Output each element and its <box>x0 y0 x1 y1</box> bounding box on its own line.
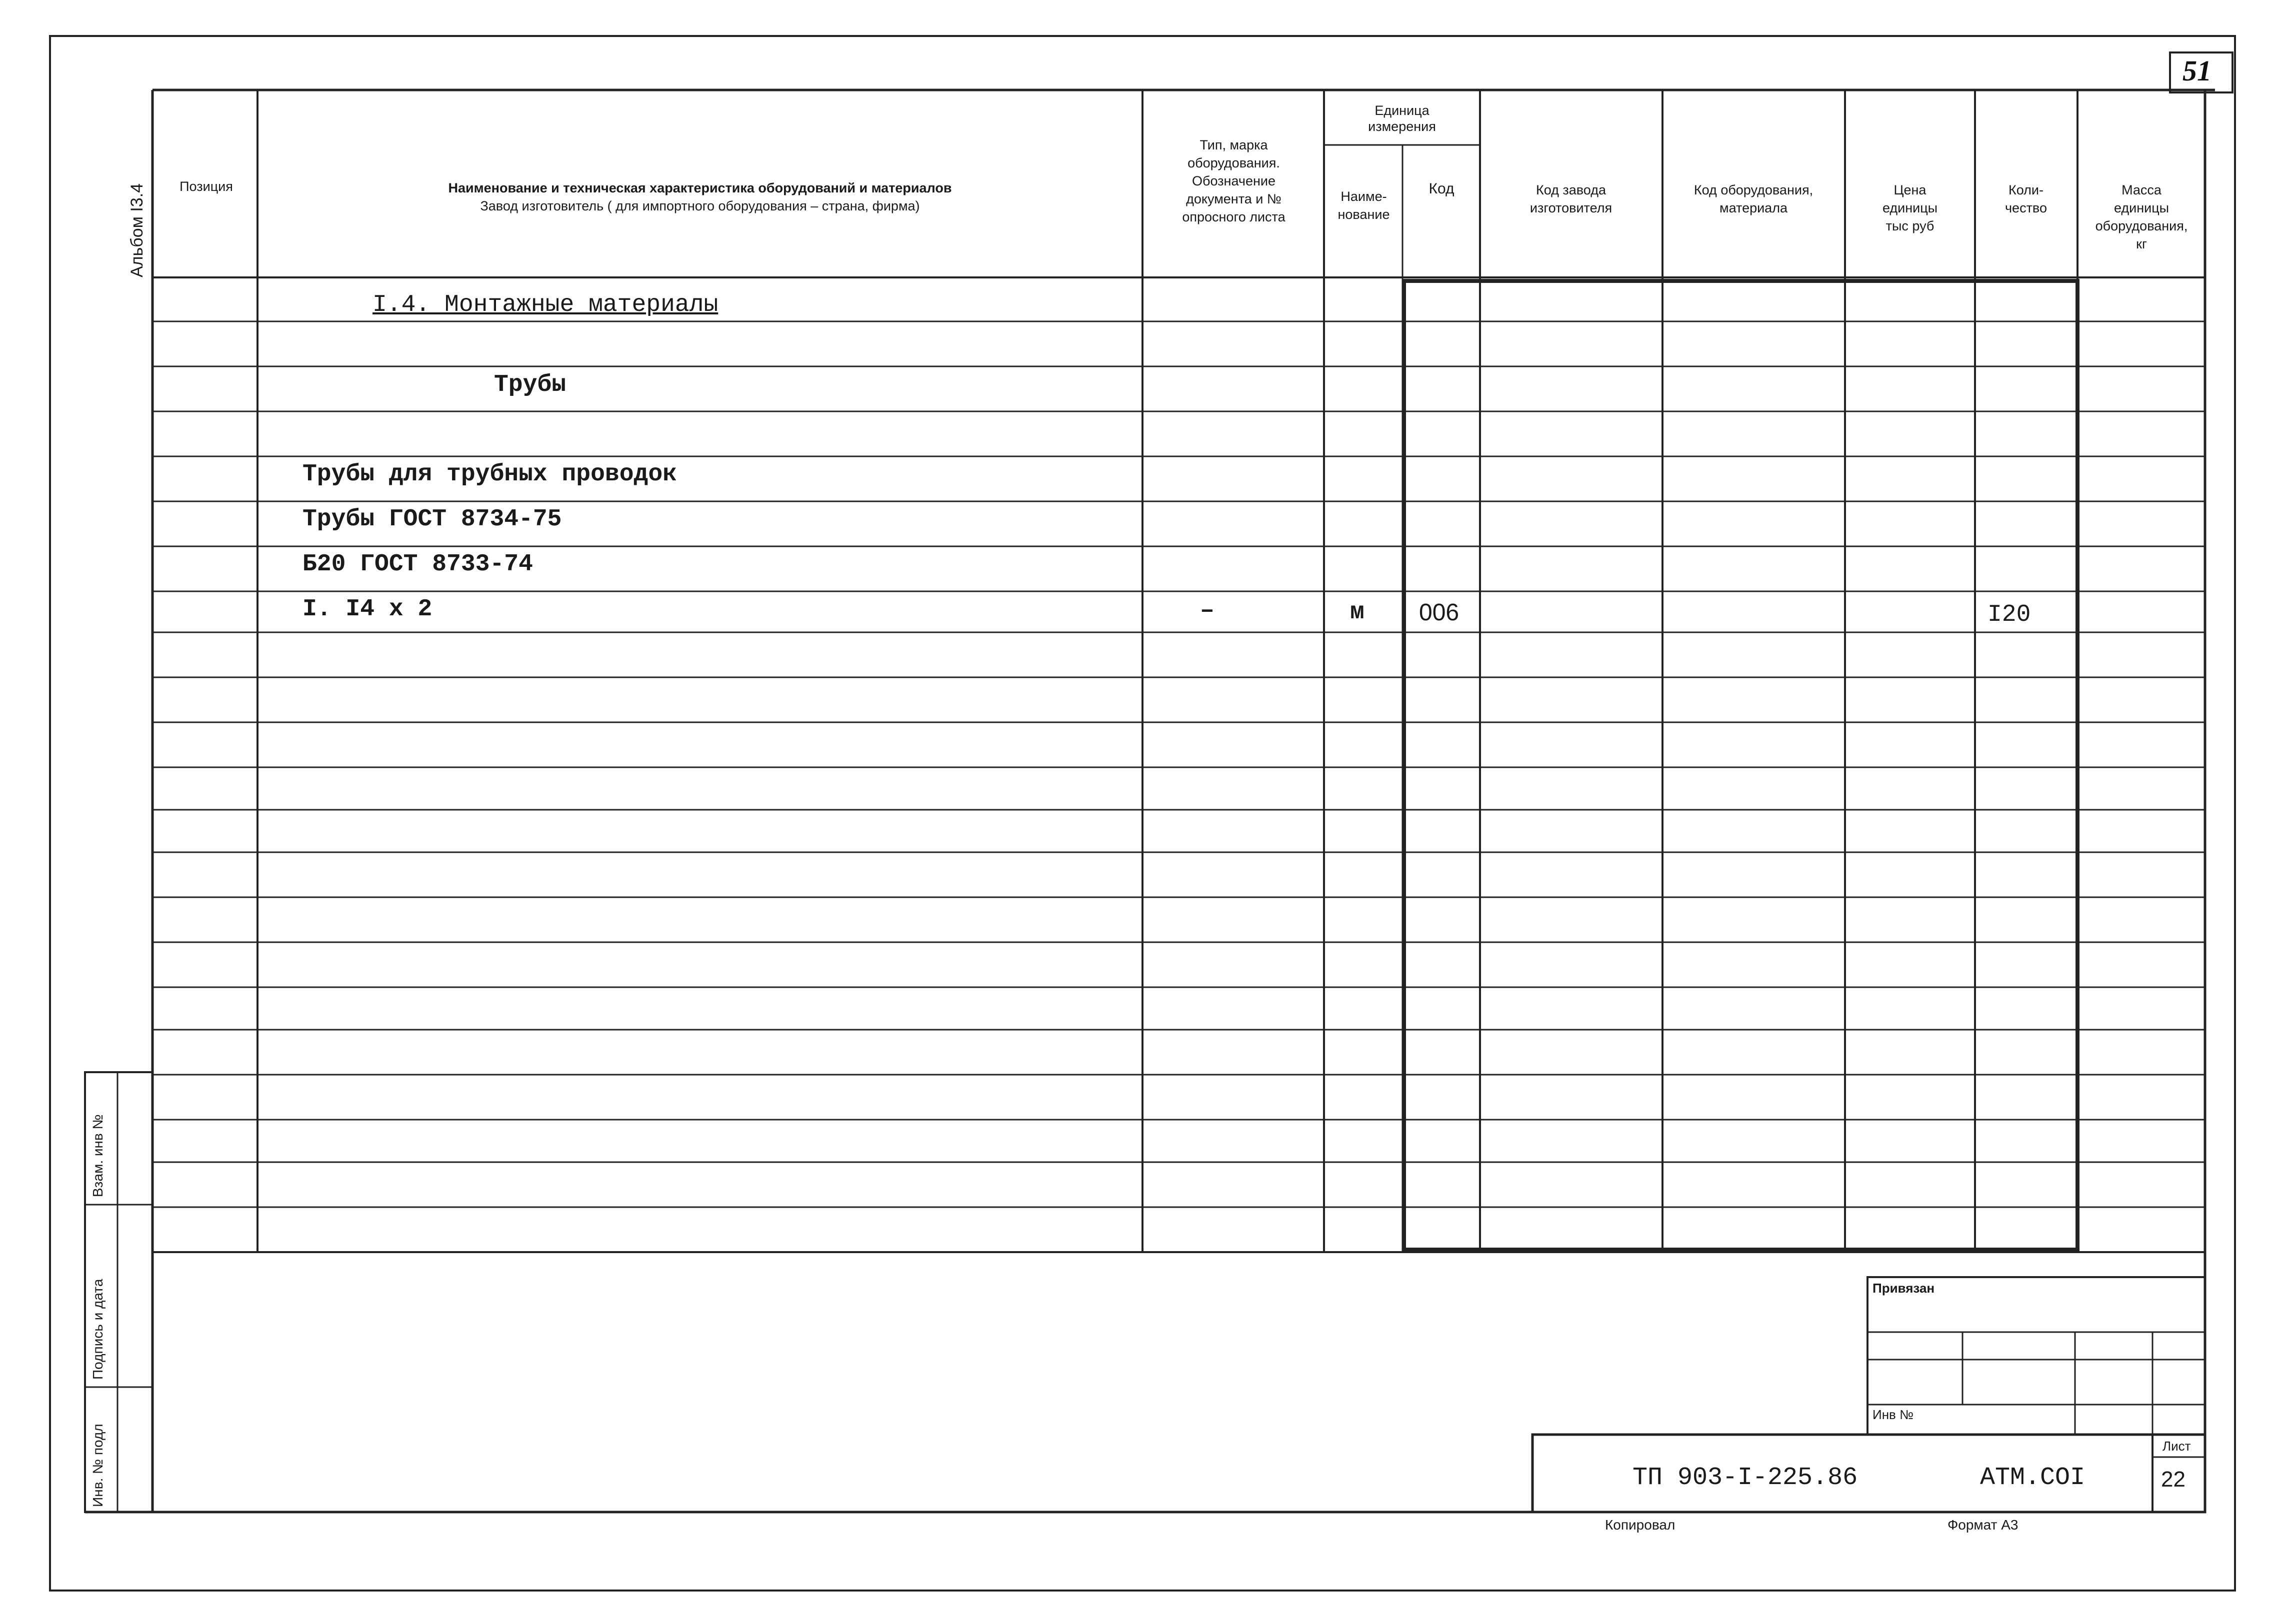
header-unit-code-text: Код <box>1428 180 1454 197</box>
doc-mark: АТМ.СОI <box>1980 1464 2086 1492</box>
header-unit-line1: Единица <box>1374 103 1430 118</box>
header-equip <box>1664 181 1844 217</box>
privyazan-label: Привязан <box>1872 1281 1935 1296</box>
header-name-line2: Завод изготовитель ( для импортного оборудования – страна, фирма) <box>480 198 920 213</box>
item-name: I. I4 х 2 <box>302 596 432 623</box>
header-unit-name <box>1325 187 1402 223</box>
doc-code: ТП 903-I-225.86 <box>1632 1464 1858 1492</box>
subsection-title: Трубы <box>494 371 566 398</box>
header-unit-line2: измерения <box>1368 119 1436 134</box>
header-price <box>1846 181 1974 235</box>
row-line1: Трубы для трубных проводок <box>302 461 677 488</box>
header-mass-line2: единицы <box>2114 200 2170 215</box>
inv-no-label: Инв № <box>1872 1407 1914 1422</box>
row-line2: Трубы ГОСТ 8734-75 <box>302 506 562 533</box>
page-number: 51 <box>2182 54 2212 87</box>
header-unit <box>1325 102 1479 134</box>
header-type-line3: Обозначение <box>1192 173 1276 188</box>
header-unit-name-line1: Наиме- <box>1340 189 1387 204</box>
section-title: I.4. Монтажные материалы <box>372 291 718 318</box>
header-position-text: Позиция <box>180 179 233 194</box>
header-position <box>158 177 255 195</box>
header-price-line2: единицы <box>1882 200 1938 215</box>
header-qty-line2: чество <box>2004 200 2047 215</box>
format-label: Формат А3 <box>1948 1517 2018 1533</box>
header-price-line1: Цена <box>1894 182 1926 197</box>
header-factory <box>1481 181 1661 217</box>
item-code: 006 <box>1419 599 1460 626</box>
item-unit: м <box>1350 599 1364 626</box>
podpis-label: Подпись и дата <box>90 1279 106 1380</box>
header-mass-line4: кг <box>2136 236 2147 251</box>
inv-label: Инв. № подл <box>90 1424 106 1507</box>
album-label: Альбом I3.4 <box>128 183 146 277</box>
header-type-line1: Тип, марка <box>1200 137 1268 152</box>
header-name-line1: Наименование и техническая характеристика оборудований и материалов <box>448 180 952 195</box>
row-line3: Б20 ГОСТ 8733-74 <box>302 551 533 578</box>
header-mass-line1: Масса <box>2122 182 2162 197</box>
header-qty-line1: Коли- <box>2008 182 2044 197</box>
header-type-line4: документа и № <box>1186 191 1282 206</box>
header-equip-line2: материала <box>1720 200 1788 215</box>
header-name <box>260 179 1140 215</box>
header-equip-line1: Код оборудования, <box>1694 182 1814 197</box>
sheet-number: 22 <box>2161 1467 2186 1492</box>
item-qty: I20 <box>1988 601 2031 628</box>
header-type-line5: опросного листа <box>1182 209 1286 224</box>
header-unit-name-line2: нование <box>1338 207 1390 222</box>
header-price-line3: тыс руб <box>1886 218 1934 233</box>
kopiroval-label: Копировал <box>1605 1517 1676 1533</box>
header-unit-code <box>1404 180 1479 198</box>
header-qty <box>1976 181 2076 217</box>
header-mass-line3: оборудования, <box>2095 218 2188 233</box>
item-type: – <box>1200 597 1214 624</box>
vzam-label: Взам. инв № <box>90 1114 106 1197</box>
header-mass <box>2078 181 2204 253</box>
header-factory-line1: Код завода <box>1536 182 1606 197</box>
header-factory-line2: изготовителя <box>1530 200 1612 215</box>
header-type <box>1145 136 1322 226</box>
list-label: Лист <box>2162 1439 2191 1454</box>
header-type-line2: оборудования. <box>1188 155 1280 170</box>
